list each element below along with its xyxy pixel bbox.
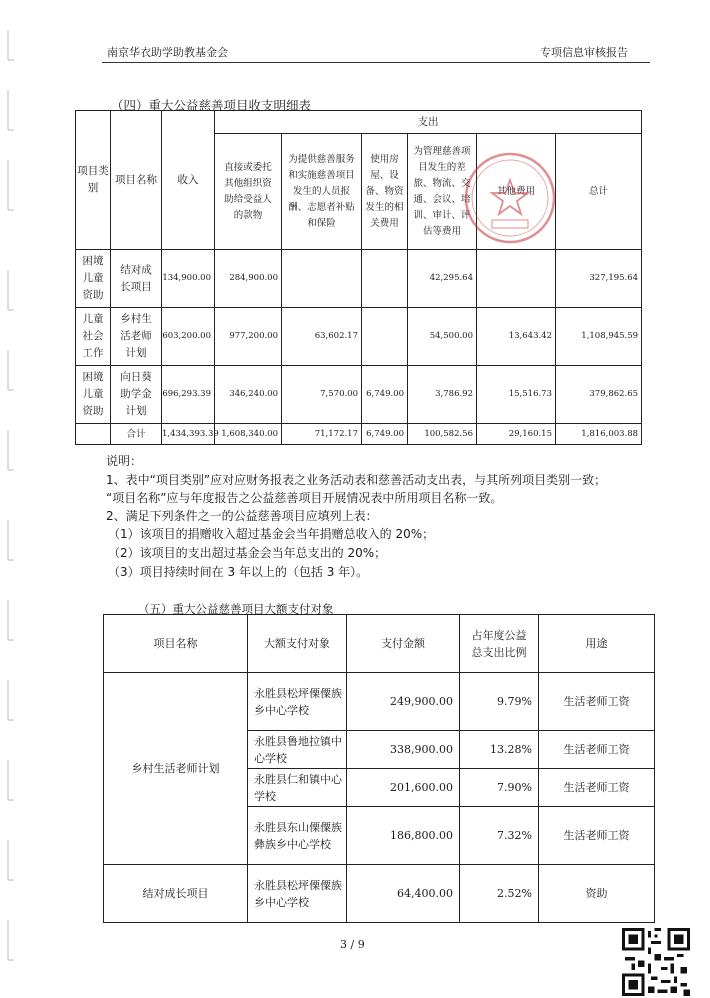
amount: 64,400.00 [347, 865, 460, 923]
header-project: 项目名称 [104, 615, 248, 673]
row-income: 696,293.39 [162, 366, 215, 424]
large-payment-table [103, 614, 655, 923]
section5-title: （五）重大公益慈善项目大额支付对象 [138, 602, 334, 616]
header-mgmt: 为管理慈善项目发生的差旅、物流、交通、会议、培训、审计、评估等费用 [408, 134, 477, 250]
row-other: 13,643.42 [477, 308, 556, 366]
row-mgmt: 3,786.92 [408, 366, 477, 424]
amount: 249,900.00 [347, 673, 460, 731]
qr-code-icon [622, 928, 690, 996]
purpose: 生活老师工资 [539, 769, 655, 807]
row-assets [362, 250, 408, 308]
row-total: 327,195.64 [556, 250, 642, 308]
ratio: 2.52% [460, 865, 539, 923]
official-seal [462, 150, 558, 246]
total-total: 1,816,003.88 [556, 424, 642, 445]
row-labor: 7,570.00 [282, 366, 362, 424]
note-line: （3）项目持续时间在 3 年以上的（包括 3 年）。 [108, 565, 369, 579]
payee: 永胜县松坪傈僳族乡中心学校 [248, 673, 347, 731]
total-direct: 1,608,340.00 [215, 424, 282, 445]
amount: 186,800.00 [347, 807, 460, 865]
ratio: 9.79% [460, 673, 539, 731]
note-line: 1、表中“项目类别”应对应财务报表之业务活动表和慈善活动支出表，与其所列项目类别一致； [106, 473, 607, 487]
header-purpose: 用途 [539, 615, 655, 673]
header-name: 项目名称 [111, 111, 162, 250]
table-row [76, 366, 642, 424]
purpose: 生活老师工资 [539, 673, 655, 731]
header-expense: 支出 [215, 111, 642, 134]
group-project: 结对成长项目 [104, 865, 248, 923]
payee: 永胜县仁和镇中心学校 [248, 769, 347, 807]
header-total: 总计 [556, 134, 642, 250]
row-other [477, 250, 556, 308]
header-assets: 使用房屋、设备、物资发生的相关费用 [362, 134, 408, 250]
row-category: 困境儿童资助 [76, 366, 111, 424]
total-label: 合计 [111, 424, 162, 445]
table-row [76, 250, 642, 308]
row-income: 603,200.00 [162, 308, 215, 366]
row-labor: 63,602.17 [282, 308, 362, 366]
total-income: 1,434,393.39 [162, 424, 215, 445]
header-income: 收入 [162, 111, 215, 250]
purpose: 生活老师工资 [539, 731, 655, 769]
note-line: （1）该项目的捐赠收入超过基金会当年捐赠总收入的 20%； [108, 527, 435, 541]
total-assets: 6,749.00 [362, 424, 408, 445]
note-line: 2、满足下列条件之一的公益慈善项目应填列上表： [106, 509, 378, 523]
row-name: 向日葵助学金计划 [111, 366, 162, 424]
header-payee: 大额支付对象 [248, 615, 347, 673]
notes-title: 说明： [106, 454, 143, 468]
section4-title: （四）重大公益慈善项目收支明细表 [111, 98, 312, 113]
total-labor: 71,172.17 [282, 424, 362, 445]
header-category: 项目类别 [76, 111, 111, 250]
payee: 永胜县松坪傈僳族乡中心学校 [248, 865, 347, 923]
ratio: 13.28% [460, 731, 539, 769]
row-other: 15,516.73 [477, 366, 556, 424]
row-total: 1,108,945.59 [556, 308, 642, 366]
total-other: 29,160.15 [477, 424, 556, 445]
table-row [104, 865, 655, 923]
header-direct: 直接或委托其他组织资助给受益人的款物 [215, 134, 282, 250]
header-divider [102, 62, 650, 63]
header-labor: 为提供慈善服务和实施慈善项目发生的人员报酬、志愿者补贴和保险 [282, 134, 362, 250]
row-labor [282, 250, 362, 308]
row-name: 结对成长项目 [111, 250, 162, 308]
amount: 201,600.00 [347, 769, 460, 807]
total-mgmt: 100,582.56 [408, 424, 477, 445]
row-assets: 6,749.00 [362, 366, 408, 424]
row-name: 乡村生活老师计划 [111, 308, 162, 366]
table-row [76, 308, 642, 366]
note-line: （2）该项目的支出超过基金会当年总支出的 20%； [108, 546, 387, 560]
payee: 永胜县鲁地拉镇中心学校 [248, 731, 347, 769]
purpose: 生活老师工资 [539, 807, 655, 865]
amount: 338,900.00 [347, 731, 460, 769]
row-category: 困境儿童资助 [76, 250, 111, 308]
binding-marks [6, 20, 16, 980]
row-direct: 284,900.00 [215, 250, 282, 308]
header-org: 南京华衣助学助教基金会 [107, 46, 228, 59]
row-income: 134,900.00 [162, 250, 215, 308]
row-direct: 346,240.00 [215, 366, 282, 424]
note-line: “项目名称”应与年度报告之公益慈善项目开展情况表中所用项目名称一致。 [106, 491, 503, 505]
table-row [104, 673, 655, 731]
row-mgmt: 42,295.64 [408, 250, 477, 308]
ratio: 7.32% [460, 807, 539, 865]
row-mgmt: 54,500.00 [408, 308, 477, 366]
ratio: 7.90% [460, 769, 539, 807]
header-other: 其他费用 [477, 134, 556, 250]
group-project: 乡村生活老师计划 [104, 673, 248, 865]
header-report-type: 专项信息审核报告 [540, 46, 628, 59]
row-direct: 977,200.00 [215, 308, 282, 366]
purpose: 资助 [539, 865, 655, 923]
header-amount: 支付金额 [347, 615, 460, 673]
row-total: 379,862.65 [556, 366, 642, 424]
row-assets [362, 308, 408, 366]
total-row [76, 424, 642, 445]
page-number: 3 / 9 [340, 938, 365, 951]
payee: 永胜县东山傈僳族彝族乡中心学校 [248, 807, 347, 865]
row-category: 儿童社会工作 [76, 308, 111, 366]
header-ratio: 占年度公益总支出比例 [460, 615, 539, 673]
